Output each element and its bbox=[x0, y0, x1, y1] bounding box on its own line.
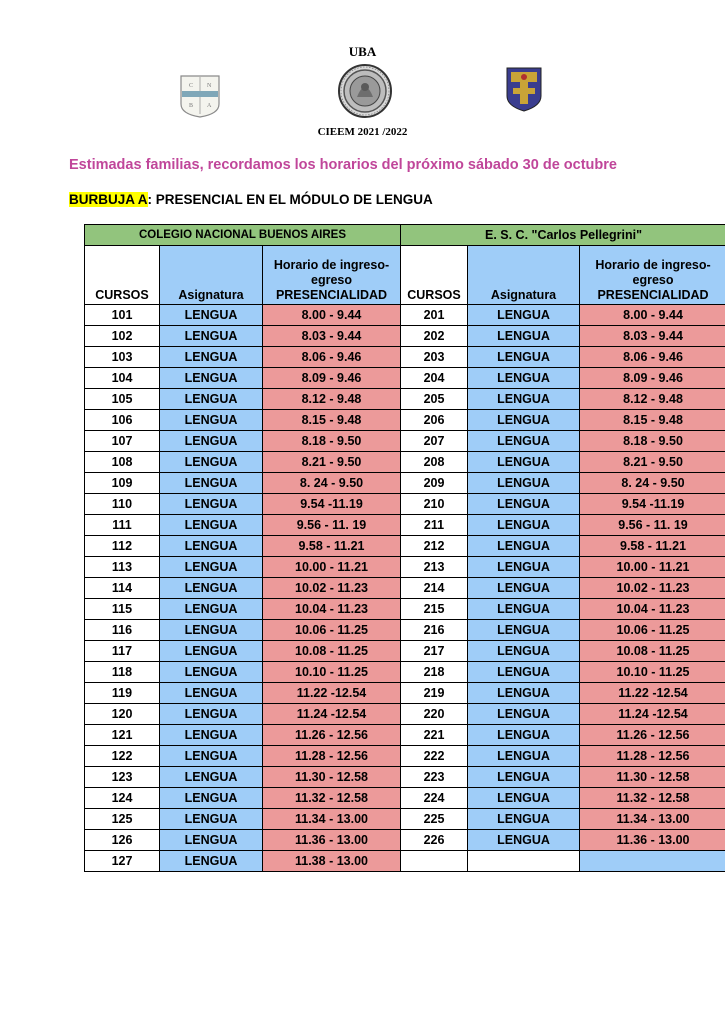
left-horario-cell: 9.56 - 11. 19 bbox=[263, 515, 401, 536]
right-curso-cell: 206 bbox=[401, 410, 468, 431]
left-curso-cell: 126 bbox=[85, 830, 160, 851]
left-asignatura-cell: LENGUA bbox=[160, 347, 263, 368]
left-asignatura-cell: LENGUA bbox=[160, 641, 263, 662]
left-curso-cell: 104 bbox=[85, 368, 160, 389]
left-curso-cell: 101 bbox=[85, 305, 160, 326]
left-horario-cell: 11.38 - 13.00 bbox=[263, 851, 401, 872]
left-horario-cell: 10.02 - 11.23 bbox=[263, 578, 401, 599]
table-row bbox=[85, 641, 725, 662]
right-curso-cell: 224 bbox=[401, 788, 468, 809]
right-school-name: E. S. C. "Carlos Pellegrini" bbox=[401, 225, 725, 246]
left-asignatura-cell: LENGUA bbox=[160, 389, 263, 410]
right-curso-cell: 222 bbox=[401, 746, 468, 767]
right-horario-cell: 11.24 -12.54 bbox=[580, 704, 725, 725]
right-asignatura-cell: LENGUA bbox=[468, 599, 580, 620]
table-row bbox=[85, 704, 725, 725]
left-curso-cell: 122 bbox=[85, 746, 160, 767]
right-horario-cell: 11.26 - 12.56 bbox=[580, 725, 725, 746]
right-horario-cell: 10.04 - 11.23 bbox=[580, 599, 725, 620]
left-asignatura-cell: LENGUA bbox=[160, 452, 263, 473]
uba-seal-icon bbox=[337, 63, 393, 119]
left-curso-cell: 117 bbox=[85, 641, 160, 662]
left-asignatura-cell: LENGUA bbox=[160, 662, 263, 683]
right-asignatura-cell: LENGUA bbox=[468, 557, 580, 578]
table-row bbox=[85, 557, 725, 578]
right-asignatura-cell: LENGUA bbox=[468, 410, 580, 431]
left-horario-cell: 10.04 - 11.23 bbox=[263, 599, 401, 620]
left-asignatura-cell: LENGUA bbox=[160, 368, 263, 389]
table-row bbox=[85, 347, 725, 368]
left-asignatura-cell: LENGUA bbox=[160, 725, 263, 746]
left-horario-cell: 11.26 - 12.56 bbox=[263, 725, 401, 746]
right-horario-cell: 9.56 - 11. 19 bbox=[580, 515, 725, 536]
right-horario-cell: 9.58 - 11.21 bbox=[580, 536, 725, 557]
right-horario-cell: 8.18 - 9.50 bbox=[580, 431, 725, 452]
left-curso-cell: 125 bbox=[85, 809, 160, 830]
right-horario-cell: 9.54 -11.19 bbox=[580, 494, 725, 515]
right-asignatura-cell: LENGUA bbox=[468, 473, 580, 494]
left-horario-cell: 10.06 - 11.25 bbox=[263, 620, 401, 641]
left-asignatura-cell: LENGUA bbox=[160, 746, 263, 767]
right-asignatura-cell: LENGUA bbox=[468, 347, 580, 368]
right-curso-cell: 223 bbox=[401, 767, 468, 788]
right-horario-cell: 8.15 - 9.48 bbox=[580, 410, 725, 431]
right-empty-cell bbox=[401, 851, 468, 872]
left-horario-cell: 11.34 - 13.00 bbox=[263, 809, 401, 830]
right-horario-cell: 11.30 - 12.58 bbox=[580, 767, 725, 788]
table-row bbox=[85, 410, 725, 431]
table-row bbox=[85, 662, 725, 683]
right-asignatura-cell: LENGUA bbox=[468, 494, 580, 515]
left-horario-cell: 8.03 - 9.44 bbox=[263, 326, 401, 347]
left-curso-cell: 113 bbox=[85, 557, 160, 578]
table-row bbox=[85, 578, 725, 599]
table-row bbox=[85, 473, 725, 494]
school-header-row bbox=[85, 225, 725, 246]
right-asignatura-cell: LENGUA bbox=[468, 578, 580, 599]
table-row bbox=[85, 326, 725, 347]
left-horario-cell: 11.30 - 12.58 bbox=[263, 767, 401, 788]
left-horario-cell: 9.58 - 11.21 bbox=[263, 536, 401, 557]
right-curso-cell: 215 bbox=[401, 599, 468, 620]
right-asignatura-cell: LENGUA bbox=[468, 767, 580, 788]
left-curso-cell: 105 bbox=[85, 389, 160, 410]
table-row bbox=[85, 515, 725, 536]
left-horario-cell: 8.06 - 9.46 bbox=[263, 347, 401, 368]
bubble-text: : PRESENCIAL EN EL MÓDULO DE LENGUA bbox=[147, 192, 433, 207]
right-asignatura-cell: LENGUA bbox=[468, 389, 580, 410]
left-horario-cell: 10.10 - 11.25 bbox=[263, 662, 401, 683]
col-horario-right bbox=[580, 246, 725, 305]
right-curso-cell: 202 bbox=[401, 326, 468, 347]
left-curso-cell: 110 bbox=[85, 494, 160, 515]
left-asignatura-cell: LENGUA bbox=[160, 305, 263, 326]
col-horario-left-1: Horario de ingreso-egreso bbox=[273, 258, 390, 287]
left-asignatura-cell: LENGUA bbox=[160, 704, 263, 725]
left-curso-cell: 123 bbox=[85, 767, 160, 788]
left-asignatura-cell: LENGUA bbox=[160, 683, 263, 704]
institution-title: UBA bbox=[348, 44, 377, 59]
right-horario-cell: 8.03 - 9.44 bbox=[580, 326, 725, 347]
left-asignatura-cell: LENGUA bbox=[160, 515, 263, 536]
right-curso-cell: 217 bbox=[401, 641, 468, 662]
left-curso-cell: 118 bbox=[85, 662, 160, 683]
right-asignatura-cell: LENGUA bbox=[468, 704, 580, 725]
right-curso-cell: 208 bbox=[401, 452, 468, 473]
right-curso-cell: 201 bbox=[401, 305, 468, 326]
table-row bbox=[85, 746, 725, 767]
left-curso-cell: 127 bbox=[85, 851, 160, 872]
left-asignatura-cell: LENGUA bbox=[160, 410, 263, 431]
left-curso-cell: 106 bbox=[85, 410, 160, 431]
left-horario-cell: 11.24 -12.54 bbox=[263, 704, 401, 725]
left-curso-cell: 107 bbox=[85, 431, 160, 452]
right-horario-cell: 11.28 - 12.56 bbox=[580, 746, 725, 767]
right-asignatura-cell: LENGUA bbox=[468, 368, 580, 389]
left-horario-cell: 11.36 - 13.00 bbox=[263, 830, 401, 851]
col-horario-left-2: PRESENCIALIDAD bbox=[275, 288, 388, 302]
left-curso-cell: 115 bbox=[85, 599, 160, 620]
table-row bbox=[85, 431, 725, 452]
left-horario-cell: 8.12 - 9.48 bbox=[263, 389, 401, 410]
table-row bbox=[85, 305, 725, 326]
left-horario-cell: 11.32 - 12.58 bbox=[263, 788, 401, 809]
column-header-row bbox=[85, 246, 725, 305]
right-empty-cell bbox=[580, 851, 725, 872]
left-curso-cell: 121 bbox=[85, 725, 160, 746]
table-row bbox=[85, 368, 725, 389]
right-horario-cell: 11.34 - 13.00 bbox=[580, 809, 725, 830]
bubble-label: BURBUJA A bbox=[69, 192, 148, 207]
left-horario-cell: 8.18 - 9.50 bbox=[263, 431, 401, 452]
col-horario-left bbox=[263, 246, 401, 305]
right-horario-cell: 11.22 -12.54 bbox=[580, 683, 725, 704]
left-horario-cell: 9.54 -11.19 bbox=[263, 494, 401, 515]
left-curso-cell: 102 bbox=[85, 326, 160, 347]
left-curso-cell: 103 bbox=[85, 347, 160, 368]
left-curso-cell: 124 bbox=[85, 788, 160, 809]
left-horario-cell: 11.28 - 12.56 bbox=[263, 746, 401, 767]
svg-text:B: B bbox=[189, 103, 194, 109]
left-horario-cell: 10.00 - 11.21 bbox=[263, 557, 401, 578]
right-horario-cell: 8.00 - 9.44 bbox=[580, 305, 725, 326]
right-asignatura-cell: LENGUA bbox=[468, 683, 580, 704]
left-asignatura-cell: LENGUA bbox=[160, 851, 263, 872]
left-asignatura-cell: LENGUA bbox=[160, 620, 263, 641]
left-asignatura-cell: LENGUA bbox=[160, 599, 263, 620]
right-asignatura-cell: LENGUA bbox=[468, 326, 580, 347]
left-horario-cell: 8.15 - 9.48 bbox=[263, 410, 401, 431]
table-row bbox=[85, 452, 725, 473]
right-curso-cell: 211 bbox=[401, 515, 468, 536]
left-school-name: COLEGIO NACIONAL BUENOS AIRES bbox=[85, 225, 401, 246]
right-curso-cell: 221 bbox=[401, 725, 468, 746]
right-asignatura-cell: LENGUA bbox=[468, 662, 580, 683]
left-asignatura-cell: LENGUA bbox=[160, 431, 263, 452]
right-curso-cell: 203 bbox=[401, 347, 468, 368]
left-asignatura-cell: LENGUA bbox=[160, 536, 263, 557]
svg-text:C: C bbox=[189, 83, 194, 89]
right-horario-cell: 10.00 - 11.21 bbox=[580, 557, 725, 578]
left-curso-cell: 108 bbox=[85, 452, 160, 473]
left-asignatura-cell: LENGUA bbox=[160, 557, 263, 578]
right-asignatura-cell: LENGUA bbox=[468, 620, 580, 641]
right-curso-cell: 213 bbox=[401, 557, 468, 578]
right-horario-cell: 11.36 - 13.00 bbox=[580, 830, 725, 851]
right-curso-cell: 225 bbox=[401, 809, 468, 830]
left-horario-cell: 11.22 -12.54 bbox=[263, 683, 401, 704]
right-horario-cell: 8.12 - 9.48 bbox=[580, 389, 725, 410]
left-asignatura-cell: LENGUA bbox=[160, 788, 263, 809]
table-row bbox=[85, 683, 725, 704]
right-asignatura-cell: LENGUA bbox=[468, 809, 580, 830]
right-empty-cell bbox=[468, 851, 580, 872]
table-row bbox=[85, 851, 725, 872]
right-curso-cell: 226 bbox=[401, 830, 468, 851]
right-asignatura-cell: LENGUA bbox=[468, 641, 580, 662]
table-row bbox=[85, 536, 725, 557]
right-curso-cell: 212 bbox=[401, 536, 468, 557]
left-curso-cell: 116 bbox=[85, 620, 160, 641]
table-row bbox=[85, 389, 725, 410]
pellegrini-crest-icon bbox=[505, 66, 543, 112]
right-curso-cell: 210 bbox=[401, 494, 468, 515]
right-horario-cell: 8. 24 - 9.50 bbox=[580, 473, 725, 494]
table-row bbox=[85, 620, 725, 641]
left-asignatura-cell: LENGUA bbox=[160, 830, 263, 851]
right-asignatura-cell: LENGUA bbox=[468, 431, 580, 452]
left-curso-cell: 109 bbox=[85, 473, 160, 494]
right-curso-cell: 220 bbox=[401, 704, 468, 725]
table-row bbox=[85, 809, 725, 830]
right-curso-cell: 219 bbox=[401, 683, 468, 704]
left-horario-cell: 8.00 - 9.44 bbox=[263, 305, 401, 326]
right-asignatura-cell: LENGUA bbox=[468, 830, 580, 851]
right-curso-cell: 218 bbox=[401, 662, 468, 683]
table-row bbox=[85, 830, 725, 851]
table-row bbox=[85, 494, 725, 515]
col-asignatura-left: Asignatura bbox=[160, 246, 263, 305]
right-curso-cell: 214 bbox=[401, 578, 468, 599]
col-horario-right-2: PRESENCIALIDAD bbox=[597, 288, 709, 302]
left-asignatura-cell: LENGUA bbox=[160, 326, 263, 347]
program-subtitle: CIEEM 2021 /2022 bbox=[317, 126, 408, 138]
right-asignatura-cell: LENGUA bbox=[468, 725, 580, 746]
right-curso-cell: 204 bbox=[401, 368, 468, 389]
col-cursos-left: CURSOS bbox=[85, 246, 160, 305]
right-horario-cell: 8.06 - 9.46 bbox=[580, 347, 725, 368]
col-horario-right-1: Horario de ingreso-egreso bbox=[595, 258, 711, 287]
left-curso-cell: 112 bbox=[85, 536, 160, 557]
left-asignatura-cell: LENGUA bbox=[160, 578, 263, 599]
right-asignatura-cell: LENGUA bbox=[468, 788, 580, 809]
table-row bbox=[85, 767, 725, 788]
right-asignatura-cell: LENGUA bbox=[468, 746, 580, 767]
right-asignatura-cell: LENGUA bbox=[468, 536, 580, 557]
right-horario-cell: 11.32 - 12.58 bbox=[580, 788, 725, 809]
bubble-heading bbox=[69, 192, 433, 207]
right-horario-cell: 8.21 - 9.50 bbox=[580, 452, 725, 473]
left-curso-cell: 111 bbox=[85, 515, 160, 536]
col-cursos-right: CURSOS bbox=[401, 246, 468, 305]
right-curso-cell: 209 bbox=[401, 473, 468, 494]
col-asignatura-right: Asignatura bbox=[468, 246, 580, 305]
right-asignatura-cell: LENGUA bbox=[468, 305, 580, 326]
right-horario-cell: 10.08 - 11.25 bbox=[580, 641, 725, 662]
schedule-table bbox=[84, 224, 725, 872]
left-horario-cell: 8. 24 - 9.50 bbox=[263, 473, 401, 494]
right-curso-cell: 216 bbox=[401, 620, 468, 641]
left-asignatura-cell: LENGUA bbox=[160, 473, 263, 494]
intro-message: Estimadas familias, recordamos los horarios del próximo sábado 30 de octubre bbox=[69, 157, 617, 173]
left-curso-cell: 119 bbox=[85, 683, 160, 704]
right-asignatura-cell: LENGUA bbox=[468, 452, 580, 473]
left-curso-cell: 114 bbox=[85, 578, 160, 599]
right-curso-cell: 207 bbox=[401, 431, 468, 452]
cnba-crest-icon bbox=[179, 74, 221, 118]
right-asignatura-cell: LENGUA bbox=[468, 515, 580, 536]
right-horario-cell: 10.10 - 11.25 bbox=[580, 662, 725, 683]
left-asignatura-cell: LENGUA bbox=[160, 767, 263, 788]
left-curso-cell: 120 bbox=[85, 704, 160, 725]
right-horario-cell: 8.09 - 9.46 bbox=[580, 368, 725, 389]
svg-text:A: A bbox=[207, 103, 212, 109]
right-horario-cell: 10.02 - 11.23 bbox=[580, 578, 725, 599]
left-asignatura-cell: LENGUA bbox=[160, 494, 263, 515]
table-row bbox=[85, 788, 725, 809]
right-horario-cell: 10.06 - 11.25 bbox=[580, 620, 725, 641]
right-curso-cell: 205 bbox=[401, 389, 468, 410]
table-row bbox=[85, 725, 725, 746]
left-horario-cell: 10.08 - 11.25 bbox=[263, 641, 401, 662]
svg-text:N: N bbox=[207, 83, 212, 89]
left-asignatura-cell: LENGUA bbox=[160, 809, 263, 830]
left-horario-cell: 8.21 - 9.50 bbox=[263, 452, 401, 473]
table-row bbox=[85, 599, 725, 620]
left-horario-cell: 8.09 - 9.46 bbox=[263, 368, 401, 389]
